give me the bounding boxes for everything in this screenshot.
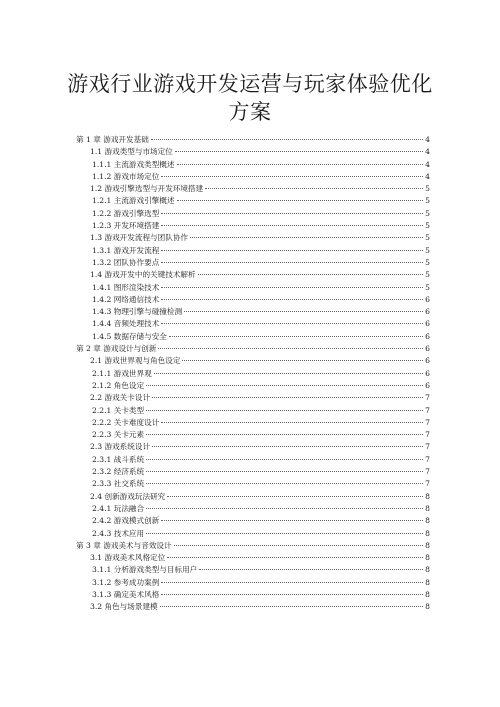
toc-entry-page-number: 5 [425, 208, 430, 218]
toc-dot-leader [161, 213, 423, 214]
toc-dot-leader [175, 151, 423, 152]
toc-entry-title: 2.2.1 关卡类型 [92, 405, 145, 415]
toc-entry[interactable] [76, 134, 430, 146]
toc-entry-page-number: 6 [425, 331, 430, 341]
toc-entry-title: 1.3 游戏开发流程与团队协作 [90, 233, 189, 243]
toc-entry[interactable] [76, 601, 430, 613]
toc-entry[interactable] [76, 269, 430, 281]
toc-entry-title: 2.3.2 经济系统 [92, 467, 145, 477]
toc-dot-leader [199, 569, 423, 570]
toc-entry-page-number: 7 [425, 442, 430, 452]
toc-entry[interactable] [76, 454, 430, 466]
toc-entry-title: 2.2 游戏关卡设计 [90, 393, 151, 403]
toc-entry-title: 1.4.1 图形渲染技术 [92, 282, 160, 292]
toc-entry-title: 2.4.2 游戏模式创新 [92, 516, 160, 526]
toc-entry-title: 2.1.1 游戏世界观 [92, 368, 152, 378]
toc-entry[interactable] [76, 540, 430, 552]
toc-dot-leader [174, 545, 423, 546]
toc-entry[interactable] [76, 577, 430, 589]
toc-entry-page-number: 8 [425, 540, 430, 550]
toc-entry[interactable] [76, 171, 430, 183]
toc-dot-leader [161, 299, 423, 300]
toc-entry[interactable] [76, 564, 430, 576]
toc-entry-page-number: 4 [425, 147, 430, 157]
toc-entry[interactable] [76, 429, 430, 441]
toc-dot-leader [161, 287, 423, 288]
toc-entry-page-number: 8 [425, 602, 430, 612]
toc-entry[interactable] [76, 208, 430, 220]
toc-dot-leader [151, 139, 423, 140]
toc-entry[interactable] [76, 368, 430, 380]
toc-entry-page-number: 8 [425, 503, 430, 513]
toc-entry-page-number: 5 [425, 233, 430, 243]
toc-entry[interactable] [76, 392, 430, 404]
toc-entry[interactable] [76, 159, 430, 171]
toc-dot-leader [169, 336, 423, 337]
toc-entry[interactable] [76, 528, 430, 540]
toc-entry[interactable] [76, 441, 430, 453]
toc-entry-page-number: 6 [425, 319, 430, 329]
toc-dot-leader [161, 262, 423, 263]
toc-dot-leader [154, 373, 423, 374]
toc-entry[interactable] [76, 466, 430, 478]
toc-entry-page-number: 6 [425, 368, 430, 378]
toc-dot-leader [161, 323, 423, 324]
toc-entry[interactable] [76, 491, 430, 503]
toc-entry-title: 3.1.3 确定美术风格 [92, 589, 160, 599]
toc-entry-title: 1.4.4 音频处理技术 [92, 319, 160, 329]
toc-dot-leader [161, 176, 423, 177]
toc-dot-leader [161, 225, 423, 226]
toc-entry-page-number: 8 [425, 577, 430, 587]
toc-dot-leader [167, 557, 423, 558]
toc-entry-title: 第 2 章 游戏设计与创新 [76, 344, 157, 354]
toc-dot-leader [146, 434, 423, 435]
toc-entry-title: 1.4 游戏开发中的关键技术解析 [90, 270, 196, 280]
toc-entry[interactable] [76, 220, 430, 232]
toc-dot-leader [161, 422, 423, 423]
toc-entry[interactable] [76, 515, 430, 527]
toc-entry-title: 2.4.1 玩法融合 [92, 503, 145, 513]
toc-dot-leader [177, 164, 424, 165]
toc-dot-leader [167, 496, 423, 497]
toc-entry[interactable] [76, 343, 430, 355]
toc-entry-page-number: 7 [425, 430, 430, 440]
toc-entry-page-number: 6 [425, 380, 430, 390]
toc-entry-title: 3.1.2 参考成功案例 [92, 577, 160, 587]
toc-entry[interactable] [76, 417, 430, 429]
toc-entry-page-number: 5 [425, 221, 430, 231]
toc-entry-page-number: 7 [425, 417, 430, 427]
toc-entry-title: 2.2.3 关卡元素 [92, 430, 145, 440]
toc-entry-title: 1.2.1 主流游戏引擎概述 [92, 196, 175, 206]
toc-entry[interactable] [76, 245, 430, 257]
toc-entry-page-number: 8 [425, 528, 430, 538]
toc-entry-page-number: 6 [425, 307, 430, 317]
toc-entry-title: 2.4 创新游戏玩法研究 [90, 491, 166, 501]
toc-entry-page-number: 8 [425, 491, 430, 501]
toc-dot-leader [152, 397, 423, 398]
toc-entry-title: 1.4.3 物理引擎与碰撞检测 [92, 307, 183, 317]
toc-entry-page-number: 5 [425, 196, 430, 206]
toc-dot-leader [161, 582, 423, 583]
toc-entry[interactable] [76, 478, 430, 490]
toc-entry-page-number: 7 [425, 467, 430, 477]
table-of-contents [76, 134, 430, 614]
toc-entry-title: 2.3.1 战斗系统 [92, 454, 145, 464]
toc-entry-page-number: 4 [425, 171, 430, 181]
toc-dot-leader [161, 250, 423, 251]
toc-dot-leader [190, 237, 423, 238]
toc-entry[interactable] [76, 183, 430, 195]
toc-entry-title: 1.3.1 游戏开发流程 [92, 245, 160, 255]
toc-entry-page-number: 7 [425, 393, 430, 403]
toc-entry-title: 第 3 章 游戏美术与音效设计 [76, 540, 172, 550]
toc-dot-leader [152, 446, 423, 447]
toc-entry-title: 1.2.3 开发环境搭建 [92, 221, 160, 231]
toc-entry[interactable] [76, 282, 430, 294]
toc-entry[interactable] [76, 146, 430, 158]
toc-entry[interactable] [76, 257, 430, 269]
toc-entry-title: 1.3.2 团队协作要点 [92, 257, 160, 267]
toc-entry-title: 3.2 角色与场景建模 [90, 602, 158, 612]
toc-dot-leader [198, 274, 423, 275]
toc-entry-page-number: 5 [425, 184, 430, 194]
toc-entry-page-number: 6 [425, 356, 430, 366]
toc-dot-leader [146, 508, 423, 509]
toc-entry[interactable] [76, 355, 430, 367]
toc-entry-title: 2.3 游戏系统设计 [90, 442, 151, 452]
toc-entry[interactable] [76, 318, 430, 330]
toc-entry-page-number: 6 [425, 344, 430, 354]
toc-entry-page-number: 7 [425, 405, 430, 415]
toc-entry-title: 2.4.3 技术应用 [92, 528, 145, 538]
toc-entry-title: 2.1.2 角色设定 [92, 380, 145, 390]
document-title: 游戏行业游戏开发运营与玩家体验优化方案 [67, 72, 433, 124]
toc-dot-leader [161, 594, 423, 595]
toc-dot-leader [146, 385, 423, 386]
toc-entry-page-number: 8 [425, 516, 430, 526]
toc-entry-page-number: 5 [425, 282, 430, 292]
toc-entry[interactable] [76, 294, 430, 306]
toc-entry[interactable] [76, 503, 430, 515]
toc-entry[interactable] [76, 589, 430, 601]
toc-entry[interactable] [76, 552, 430, 564]
toc-entry-page-number: 4 [425, 159, 430, 169]
toc-entry-page-number: 8 [425, 553, 430, 563]
toc-entry-page-number: 5 [425, 245, 430, 255]
toc-entry-title: 3.1.1 分析游戏类型与目标用户 [92, 565, 198, 575]
toc-dot-leader [146, 471, 423, 472]
toc-dot-leader [158, 348, 423, 349]
toc-dot-leader [160, 606, 423, 607]
toc-entry-title: 1.4.2 网络通信技术 [92, 294, 160, 304]
toc-entry-title: 1.1 游戏类型与市场定位 [90, 147, 173, 157]
toc-entry-title: 1.2 游戏引擎选型与开发环境搭建 [90, 184, 204, 194]
toc-dot-leader [146, 459, 423, 460]
toc-dot-leader [182, 360, 423, 361]
toc-entry-title: 1.2.2 游戏引擎选型 [92, 208, 160, 218]
toc-entry[interactable] [76, 232, 430, 244]
toc-entry-page-number: 8 [425, 589, 430, 599]
toc-dot-leader [146, 533, 423, 534]
toc-entry[interactable] [76, 380, 430, 392]
toc-entry-title: 1.1.1 主流游戏类型概述 [92, 159, 175, 169]
toc-dot-leader [177, 200, 424, 201]
toc-entry-title: 1.4.5 数据存储与安全 [92, 331, 167, 341]
toc-entry-page-number: 7 [425, 454, 430, 464]
toc-dot-leader [146, 483, 423, 484]
toc-entry-title: 2.1 游戏世界观与角色设定 [90, 356, 181, 366]
toc-entry-page-number: 4 [425, 135, 430, 144]
toc-entry-title: 1.1.2 游戏市场定位 [92, 171, 160, 181]
toc-entry[interactable] [76, 306, 430, 318]
toc-entry-page-number: 5 [425, 257, 430, 267]
toc-entry-title: 2.3.3 社交系统 [92, 479, 145, 489]
toc-dot-leader [146, 410, 423, 411]
toc-entry-title: 3.1 游戏美术风格定位 [90, 553, 166, 563]
toc-entry-page-number: 7 [425, 479, 430, 489]
toc-dot-leader [184, 311, 423, 312]
toc-entry-title: 2.2.2 关卡难度设计 [92, 417, 160, 427]
toc-dot-leader [205, 188, 423, 189]
toc-entry-title: 第 1 章 游戏开发基础 [76, 135, 149, 144]
toc-entry[interactable] [76, 405, 430, 417]
toc-dot-leader [161, 520, 423, 521]
toc-entry-page-number: 6 [425, 294, 430, 304]
toc-entry[interactable] [76, 331, 430, 343]
toc-entry-page-number: 5 [425, 270, 430, 280]
toc-entry-page-number: 8 [425, 565, 430, 575]
toc-entry[interactable] [76, 195, 430, 207]
